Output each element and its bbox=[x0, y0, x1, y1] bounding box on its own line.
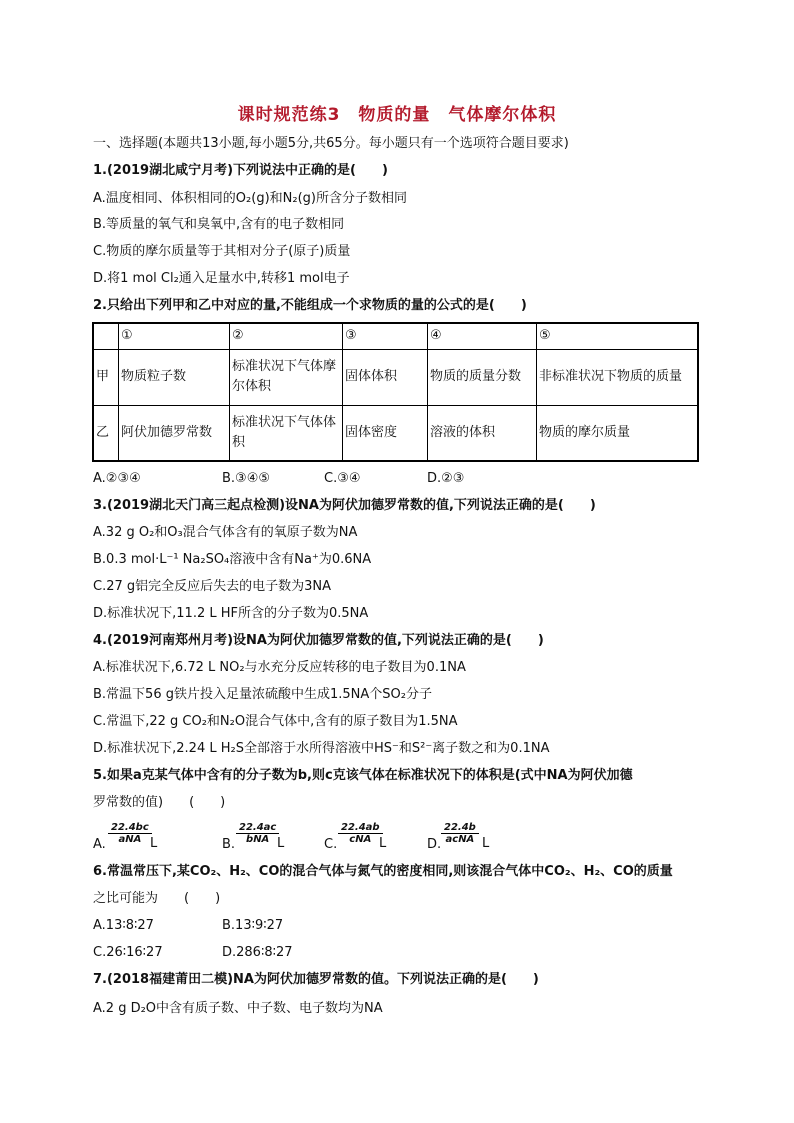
question-5-option-a-fraction bbox=[108, 822, 152, 845]
question-2-stem: 2.只给出下列甲和乙中对应的量,不能组成一个求物质的量的公式的是( ) bbox=[93, 298, 527, 313]
table-cell: ④ bbox=[428, 323, 537, 349]
question-5-option-a-unit: L bbox=[150, 836, 158, 851]
question-5-option-a-label: A. bbox=[93, 837, 106, 852]
table-cell: 固体体积 bbox=[343, 349, 428, 405]
question-3-option-a: A.32 g O₂和O₃混合气体含有的氧原子数为NA bbox=[93, 525, 358, 540]
question-1-option-b: B.等质量的氧气和臭氧中,含有的电子数相同 bbox=[93, 217, 345, 232]
table-cell: 物质粒子数 bbox=[119, 349, 230, 405]
question-5-option-d-label: D. bbox=[427, 837, 442, 852]
table-cell: ⑤ bbox=[537, 323, 699, 349]
fraction-numerator: 22.4b bbox=[441, 822, 479, 834]
table-cell: 物质的质量分数 bbox=[428, 349, 537, 405]
table-cell: 固体密度 bbox=[343, 405, 428, 461]
question-2-option-d: D.②③ bbox=[427, 471, 465, 486]
fraction-denominator: acNA bbox=[445, 834, 475, 845]
section-heading: 一、选择题(本题共13小题,每小题5分,共65分。每小题只有一个选项符合题目要求) bbox=[93, 136, 569, 151]
table-cell bbox=[93, 323, 119, 349]
question-6-option-c: C.26∶16∶27 bbox=[93, 945, 163, 960]
table-cell: 乙 bbox=[93, 405, 119, 461]
table-cell: ② bbox=[230, 323, 343, 349]
table-row bbox=[93, 323, 698, 349]
table-cell: 非标准状况下物质的质量 bbox=[537, 349, 699, 405]
question-5-stem: 5.如果a克某气体中含有的分子数为b,则c克该气体在标准状况下的体积是(式中NA为阿伏加德 bbox=[93, 768, 633, 783]
fraction-numerator: 22.4ab bbox=[338, 822, 383, 834]
fraction-denominator: bNA bbox=[246, 834, 270, 845]
question-5-option-b-label: B. bbox=[222, 837, 236, 852]
question-6-stem: 6.常温常压下,某CO₂、H₂、CO的混合气体与氮气的密度相同,则该混合气体中CO₂、H₂、CO的质量 bbox=[93, 864, 673, 879]
question-3-option-d: D.标准状况下,11.2 L HF所含的分子数为0.5NA bbox=[93, 606, 369, 621]
question-5-option-c-label: C. bbox=[324, 837, 338, 852]
page-title: 课时规范练3 物质的量 气体摩尔体积 bbox=[237, 105, 557, 125]
table-row bbox=[93, 349, 698, 405]
question-4-option-b: B.常温下56 g铁片投入足量浓硫酸中生成1.5NA个SO₂分子 bbox=[93, 687, 432, 702]
question-5-option-c-unit: L bbox=[379, 836, 387, 851]
question-6-stem-continued: 之比可能为 ( ) bbox=[93, 891, 221, 906]
question-2-option-c: C.③④ bbox=[324, 471, 361, 486]
question-1-stem: 1.(2019湖北咸宁月考)下列说法中正确的是( ) bbox=[93, 163, 388, 178]
question-4-option-c: C.常温下,22 g CO₂和N₂O混合气体中,含有的原子数目为1.5NA bbox=[93, 714, 458, 729]
question-5-option-c-fraction bbox=[338, 822, 383, 845]
question-5-stem-continued: 罗常数的值) ( ) bbox=[93, 795, 226, 810]
question-1-option-d: D.将1 mol Cl₂通入足量水中,转移1 mol电子 bbox=[93, 271, 350, 286]
question-4-stem: 4.(2019河南郑州月考)设NA为阿伏加德罗常数的值,下列说法正确的是( ) bbox=[93, 633, 544, 648]
question-2-option-b: B.③④⑤ bbox=[222, 471, 271, 486]
question-6-option-a: A.13∶8∶27 bbox=[93, 918, 154, 933]
fraction-denominator: cNA bbox=[349, 834, 372, 845]
question-3-stem: 3.(2019湖北天门高三起点检测)设NA为阿伏加德罗常数的值,下列说法正确的是( ) bbox=[93, 498, 596, 513]
question-4-option-d: D.标准状况下,2.24 L H₂S全部溶于水所得溶液中HS⁻和S²⁻离子数之和为0.1NA bbox=[93, 741, 550, 756]
question-1-option-a: A.温度相同、体积相同的O₂(g)和N₂(g)所含分子数相同 bbox=[93, 191, 407, 206]
question-6-option-b: B.13∶9∶27 bbox=[222, 918, 284, 933]
table-cell: ③ bbox=[343, 323, 428, 349]
table-cell: 标准状况下气体摩尔体积 bbox=[230, 349, 343, 405]
question-5-option-d-unit: L bbox=[482, 836, 490, 851]
table-cell: 甲 bbox=[93, 349, 119, 405]
table-cell: ① bbox=[119, 323, 230, 349]
question-6-option-d: D.286∶8∶27 bbox=[222, 945, 293, 960]
table-cell: 标准状况下气体体积 bbox=[230, 405, 343, 461]
question-5-option-d-fraction bbox=[441, 822, 479, 845]
table-cell: 溶液的体积 bbox=[428, 405, 537, 461]
table-cell: 阿伏加德罗常数 bbox=[119, 405, 230, 461]
question-5-option-b-unit: L bbox=[277, 836, 285, 851]
question-1-option-c: C.物质的摩尔质量等于其相对分子(原子)质量 bbox=[93, 244, 351, 259]
question-2-table bbox=[92, 322, 699, 462]
table-row bbox=[93, 405, 698, 461]
question-7-option-a: A.2 g D₂O中含有质子数、中子数、电子数均为NA bbox=[93, 1001, 383, 1016]
question-5-option-b-fraction bbox=[236, 822, 279, 845]
question-3-option-b: B.0.3 mol·L⁻¹ Na₂SO₄溶液中含有Na⁺为0.6NA bbox=[93, 552, 372, 567]
fraction-numerator: 22.4ac bbox=[236, 822, 279, 834]
table-cell: 物质的摩尔质量 bbox=[537, 405, 699, 461]
fraction-denominator: aNA bbox=[118, 834, 142, 845]
question-7-stem: 7.(2018福建莆田二模)NA为阿伏加德罗常数的值。下列说法正确的是( ) bbox=[93, 972, 539, 987]
question-4-option-a: A.标准状况下,6.72 L NO₂与水充分反应转移的电子数目为0.1NA bbox=[93, 660, 466, 675]
question-2-option-a: A.②③④ bbox=[93, 471, 141, 486]
fraction-numerator: 22.4bc bbox=[108, 822, 152, 834]
question-3-option-c: C.27 g铝完全反应后失去的电子数为3NA bbox=[93, 579, 332, 594]
